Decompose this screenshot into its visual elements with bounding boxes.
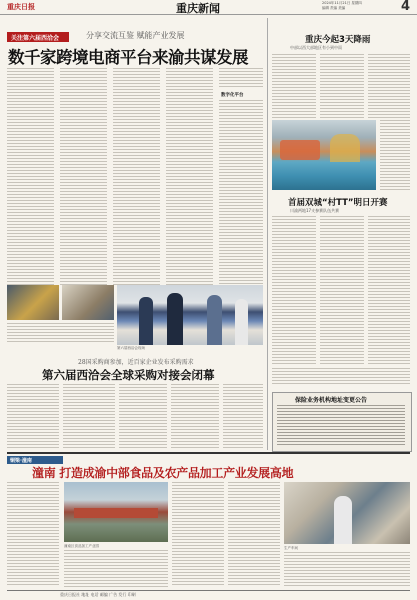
lead-body-col-2	[60, 68, 107, 286]
bottom-banner	[7, 456, 63, 464]
right-story2-col-3	[368, 216, 410, 366]
factory-roof	[74, 508, 158, 518]
bottom-photo-1	[64, 482, 168, 542]
date-line: 2024年11月21日 星期四	[322, 1, 362, 5]
bottom-divider	[7, 452, 410, 454]
photo-figure-4	[235, 299, 248, 345]
bottom-col-5	[284, 552, 410, 587]
footer-text: 重庆日报社 地址 电话 邮编 广告 发行 印刷	[60, 592, 136, 597]
right-photo-waterpark	[272, 120, 376, 190]
lead-body-col-4	[166, 68, 213, 286]
second-headline: 第六届西洽会全球采购对接会闭幕	[42, 368, 215, 382]
lead-sidebar-heading: 数字化平台	[221, 93, 244, 98]
bottom-col-2	[64, 550, 168, 587]
photo-figure-1	[139, 297, 153, 345]
ad-box	[272, 392, 412, 452]
bottom-headline: 潼南 打造成渝中部食品及农产品加工产业发展高地	[32, 466, 294, 480]
bottom-photo-2-caption: 生产车间	[284, 546, 298, 550]
bottom-banner-label: 铜梁·潼南	[10, 458, 32, 464]
ad-box-body	[277, 405, 405, 447]
right-photo-side-text	[380, 120, 410, 190]
bottom-col-4	[228, 482, 280, 587]
section-banner	[7, 32, 69, 42]
lead-headline: 数千家跨境电商平台来渝共谋发展	[8, 48, 248, 67]
page-number: 4	[401, 0, 411, 14]
right-story1-sub: 中部以西大部地区有小到中雨	[290, 45, 342, 50]
lead-photo-small-2	[62, 285, 114, 320]
ad-box-title: 保险业务机构地址变更公告	[295, 397, 368, 404]
right-story2-col-1	[272, 216, 316, 366]
bottom-col-1	[7, 482, 59, 587]
bottom-col-3	[172, 482, 224, 587]
lead-photo-small-1	[7, 285, 59, 320]
right-story2-sub: 川渝两地17支参赛队伍共赛	[290, 208, 340, 213]
lead-body-col-1	[7, 68, 54, 308]
worker-figure	[334, 496, 352, 544]
column-divider	[267, 18, 268, 450]
second-kicker: 28国采购商参加，近百家企业发布采购需求	[78, 359, 194, 366]
right-story1-col-3	[368, 54, 410, 118]
section-banner-label: 关注第六届西洽会	[11, 35, 60, 42]
lead-body-col-5b	[219, 100, 263, 286]
bottom-photo-2	[284, 482, 410, 544]
photo-figure-2	[167, 293, 183, 345]
page-title: 重庆新闻	[176, 2, 220, 15]
right-story2-col-2	[320, 216, 364, 366]
waterpark-structure	[280, 140, 320, 160]
lead-photo-main	[117, 285, 263, 345]
lead-body-col-5	[219, 68, 263, 88]
right-story1-headline: 重庆今起3天降雨	[305, 35, 371, 45]
waterpark-slide	[330, 134, 360, 162]
second-body-col-1	[7, 384, 59, 449]
second-body-col-5	[223, 384, 263, 449]
lead-photo-caption: 第六届西洽会现场	[117, 346, 145, 350]
lead-body-col-3	[113, 68, 160, 286]
right-story2-col-4	[272, 368, 410, 386]
lead-caption-lines	[7, 323, 114, 343]
right-story1-col-2	[320, 54, 364, 118]
editor-line: 编辑 责编 美编	[322, 6, 346, 10]
bottom-photo-1-caption: 潼南区食品加工产业园	[64, 544, 99, 548]
masthead-logo: 重庆日报	[7, 2, 35, 11]
second-body-col-3	[119, 384, 167, 449]
lead-kicker: 分享交流互鉴 赋能产业发展	[86, 31, 185, 40]
second-body-col-4	[171, 384, 219, 449]
right-story1-col-1	[272, 54, 316, 118]
second-body-col-2	[63, 384, 115, 449]
masthead	[0, 0, 417, 15]
photo-figure-3	[207, 295, 222, 345]
footer-rule	[7, 590, 410, 591]
right-story2-headline: 首届双城“村TT”明日开赛	[288, 198, 388, 208]
